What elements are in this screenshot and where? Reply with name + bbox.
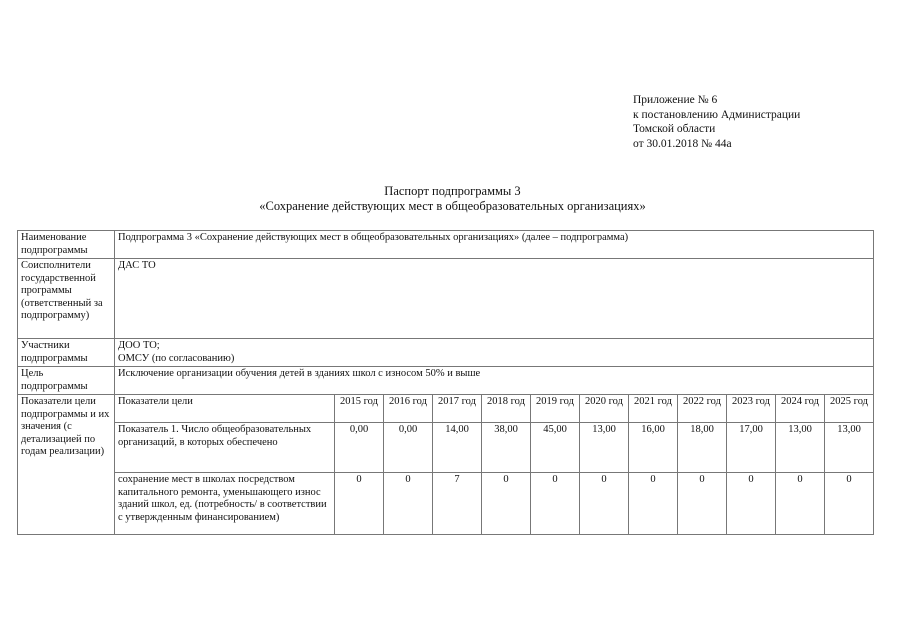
title-line-2: «Сохранение действующих мест в общеобразовательных организациях» — [259, 199, 646, 213]
appendix-header — [633, 93, 800, 151]
indicator-value: 16,00 — [629, 423, 678, 473]
indicator-text: Показатель 1. Число общеобразовательных организаций, в которых обеспечено — [115, 423, 335, 473]
indicator-value: 13,00 — [580, 423, 629, 473]
indicator-text: сохранение мест в школах посредством капитального ремонта, уменьшающего износ зданий школ, ед. (потребность/ в соответствии с утвержденным финансированием) — [115, 473, 335, 535]
row-value: Подпрограмма 3 «Сохранение действующих мест в общеобразовательных организациях» (далее – подпрограмма) — [115, 231, 874, 259]
row-label: Соисполнители государственной программы (ответственный за подпрограмму) — [18, 259, 115, 339]
indicator-value: 13,00 — [776, 423, 825, 473]
year-header: 2024 год — [776, 395, 825, 423]
row-value: Исключение организации обучения детей в зданиях школ с износом 50% и выше — [115, 367, 874, 395]
indicator-value: 38,00 — [482, 423, 531, 473]
indicator-value: 13,00 — [825, 423, 874, 473]
row-label: Участники подпрограммы — [18, 339, 115, 367]
document-title — [0, 184, 905, 214]
indicator-value: 0 — [531, 473, 580, 535]
indicator-value: 0 — [825, 473, 874, 535]
indicator-value: 0 — [384, 473, 433, 535]
table-row — [18, 473, 874, 535]
indicators-header: Показатели цели — [115, 395, 335, 423]
row-label: Цель подпрограммы — [18, 367, 115, 395]
passport-table — [17, 230, 874, 535]
year-header: 2017 год — [433, 395, 482, 423]
year-header: 2015 год — [335, 395, 384, 423]
appendix-line: Приложение № 6 — [633, 94, 718, 106]
row-value: ДАС ТО — [115, 259, 874, 339]
table-row — [18, 339, 874, 367]
table-row — [18, 231, 874, 259]
row-label: Показатели цели подпрограммы и их значения (с детализацией по годам реализации) — [18, 395, 115, 535]
table-row — [18, 259, 874, 339]
participant-item: ДОО ТО; — [118, 340, 160, 351]
row-value — [115, 339, 874, 367]
indicator-value: 45,00 — [531, 423, 580, 473]
indicator-value: 0 — [335, 473, 384, 535]
indicator-value: 0 — [727, 473, 776, 535]
appendix-line: к постановлению Администрации — [633, 108, 801, 121]
indicator-value: 0 — [678, 473, 727, 535]
indicator-value: 0 — [776, 473, 825, 535]
indicator-value: 0,00 — [384, 423, 433, 473]
table-row — [18, 395, 874, 423]
year-header: 2019 год — [531, 395, 580, 423]
row-label: Наименование подпрограммы — [18, 231, 115, 259]
indicator-value: 0 — [580, 473, 629, 535]
year-header: 2023 год — [727, 395, 776, 423]
appendix-line: от 30.01.2018 № 44а — [633, 137, 732, 150]
indicator-value: 7 — [433, 473, 482, 535]
year-header: 2021 год — [629, 395, 678, 423]
indicator-value: 14,00 — [433, 423, 482, 473]
year-header: 2016 год — [384, 395, 433, 423]
table-row — [18, 423, 874, 473]
participant-item: ОМСУ (по согласованию) — [118, 352, 235, 364]
indicator-value: 17,00 — [727, 423, 776, 473]
year-header: 2025 год — [825, 395, 874, 423]
appendix-line: Томской области — [633, 123, 716, 135]
indicator-value: 18,00 — [678, 423, 727, 473]
indicator-value: 0 — [482, 473, 531, 535]
year-header: 2018 год — [482, 395, 531, 423]
indicator-value: 0,00 — [335, 423, 384, 473]
title-line-1: Паспорт подпрограммы 3 — [384, 184, 521, 198]
table-row — [18, 367, 874, 395]
year-header: 2022 год — [678, 395, 727, 423]
indicator-value: 0 — [629, 473, 678, 535]
year-header: 2020 год — [580, 395, 629, 423]
